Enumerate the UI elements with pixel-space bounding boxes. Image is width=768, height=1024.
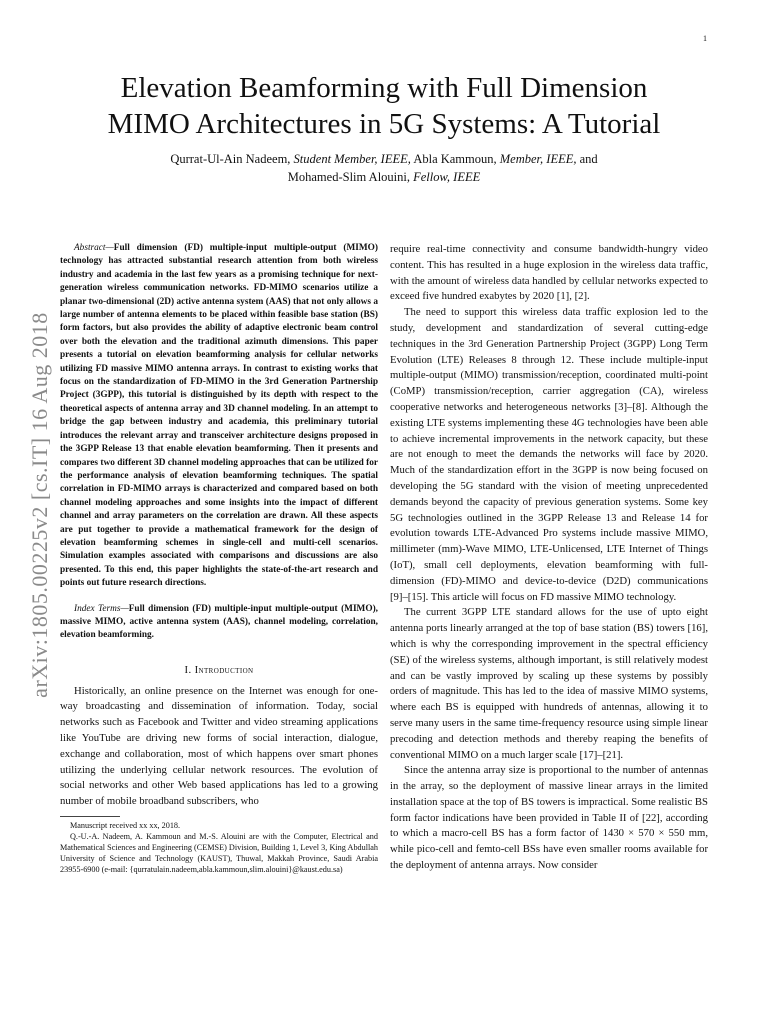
index-terms-text: Full dimension (FD) multiple-input multiple-output (MIMO), massive MIMO, active antenna system (AAS), channel modeling, correlation, elevation beamforming. <box>60 603 378 641</box>
abstract-lead: Abstract— <box>74 243 114 253</box>
footnote-divider <box>60 816 120 817</box>
author-line-1 <box>60 150 708 168</box>
footnote-received: Manuscript received xx xx, 2018. <box>70 820 181 830</box>
author-role-1: Student Member, IEEE, <box>293 152 411 166</box>
author-block <box>60 150 708 186</box>
intro-paragraph-1: Historically, an online presence on the Internet was enough for one-way broadcasting and dissemination of information. Today, social networks such as Facebook and Twitter and video streaming applications like YouTube are driving new forms of social interaction, dialogue, exchange and collaboration, most of which happens over smart phones utilizing the underlying cellular network resources. The evolution of social networks and other Web based applications has led to a growing number of mobile broadband subscribers, who <box>60 684 378 808</box>
right-column <box>390 242 708 874</box>
author-role-3: Fellow, IEEE <box>413 170 481 184</box>
paper-title <box>60 70 708 142</box>
page-number: 1 <box>703 34 707 43</box>
right-paragraph-2: The need to support this wireless data traffic explosion led to the study, development and standardization of several cutting-edge techniques in the 3rd Generation Partnership Project (3GPP) Long Term Evolution (LTE) Releases 8 through 12. These include multiple-input multiple-output (MIMO) transmission/reception, coordinated multi-point (CoMP) transmission/reception, carrier aggregation (CA), wireless cooperative networks and heterogeneous networks [3]–[8]. Although the existing LTE systems implementing these 4G technologies have been able to achieve incremental improvements in the network capacity, but these are not enough to meet the demands the networks will face by 2020. Much of the standardization effort in the 3GPP is now being focused on developing the 5G standard with the vision of meeting unprecedented demands beyond the capacity of previous generation systems. Some key 5G technologies outlined in the 3GPP Release 13 and Release 14 for evolution towards LTE-Advanced Pro systems include massive MIMO, millimeter (mm)-Wave MIMO, LTE-Unlicensed, LTE Internet of Things (IoT), small cell deployments, elevation beamforming with full-dimension (FD)-MIMO and device-to-device (D2D) communications [9]–[15]. This article will focus on FD massive MIMO technology. <box>390 306 708 603</box>
abstract-text: Full dimension (FD) multiple-input multiple-output (MIMO) technology has attracted substantial research attention from both wireless industry and academia in the last few years as a promising technique for next-generation wireless communication networks. FD-MIMO scenarios utilize a planar two-dimensional (2D) active antenna system (AAS) that not only allows a large number of antenna elements to be placed within feasible base station (BS) form factors, but also provides the ability of adaptive electronic beam control over both the elevation and the traditional azimuth dimensions. This paper presents a tutorial on elevation beamforming analysis for cellular networks utilizing FD massive MIMO antenna arrays. In contrast to existing works that focus on the standardization of FD-MIMO in the 3rd Generation Partnership Project (3GPP), this tutorial is distinguished by its depth with respect to the theoretical aspects of antenna array and 3D channel modeling. In an attempt to bridge the gap between industry and academia, this preliminary tutorial introduces the relevant array and transceiver architecture designs proposed in the 3GPP Release 13 that enable elevation beamforming. Then it presents and compares two different 3D channel modeling approaches that can be utilized for the performance analysis of elevation beamforming techniques. The spatial correlation in FD-MIMO arrays is characterized and compared based on both channel modeling approaches and some insights into the impact of different channel and array parameters on the correlation are drawn. All these aspects are put together to provide a mathematical framework for the design of elevation beamforming schemes in single-cell and multi-cell scenarios. Simulation examples associated with comparisons and discussions are also presented. To this end, this paper highlights the state-of-the-art research and points out future research directions. <box>60 243 378 589</box>
footnote-affiliation: Q.-U.-A. Nadeem, A. Kammoun and M.-S. Alouini are with the Computer, Electrical and Mathematical Sciences and Engineering (CEMSE) Division, Building 1, Level 3, King Abdullah University of Science and Technology (KAUST), Thuwal, Makkah Province, Saudi Arabia 23955-6900 (e-mail: {qurratulain.nadeem,abla.kammoun,slim.alouini}@kaust.edu.sa) <box>60 831 378 874</box>
author-role-2: Member, IEEE, <box>499 152 577 166</box>
section-heading-introduction: I. Introduction <box>184 663 254 676</box>
author-name-1: Qurrat-Ul-Ain Nadeem, <box>170 152 291 166</box>
author-name-2: Abla Kammoun, <box>413 152 497 166</box>
title-line-2: MIMO Architectures in 5G Systems: A Tutorial <box>107 108 661 140</box>
author-line-2 <box>60 168 708 186</box>
right-paragraph-1: require real-time connectivity and consume bandwidth-hungry video content. This has resulted in a huge explosion in the wireless data traffic, with the amount of wireless data handled by cellular networks expected to exceed five hundred exabytes by 2020 [1], [2]. <box>390 243 708 303</box>
arxiv-stamp-text: arXiv:1805.00225v2 [cs.IT] 16 Aug 2018 <box>27 312 52 698</box>
arxiv-stamp <box>20 270 60 740</box>
abstract <box>60 242 378 591</box>
index-terms <box>60 603 378 643</box>
left-column <box>60 242 378 875</box>
right-paragraph-3: The current 3GPP LTE standard allows for the use of upto eight antenna ports linearly arranged at the top of base station (BS) towers [16], which is why the corresponding improvement in the spectral efficiency (SE) of the wireless systems, although important, is still relatively modest and can be vastly improved by scaling up these systems by possibly orders of magnitude. This has led to the idea of massive MIMO systems, where each BS is equipped with hundreds of antennas, allowing it to serve many users in the same time-frequency resource using simple linear precoding and detection methods and thereby reaping the benefits of conventional MIMO on a much larger scale [17]–[21]. <box>390 606 708 761</box>
author-name-3: Mohamed-Slim Alouini, <box>287 170 410 184</box>
index-terms-lead: Index Terms— <box>74 603 129 614</box>
title-line-1: Elevation Beamforming with Full Dimension <box>120 72 648 104</box>
right-paragraph-4: Since the antenna array size is proportional to the number of antennas in the array, so the deployment of massive linear arrays in the limited installation space at the top of BS towers is impractical. Some realistic BS form factor indications have been provided in Table II of [22], according to which a macro-cell BS has a form factor of 1430 × 570 × 550 mm, while pico-cell and femto-cell BSs have even smaller rooms available for the deployment of antenna arrays. Now consider <box>390 764 708 872</box>
author-and: and <box>579 152 598 166</box>
